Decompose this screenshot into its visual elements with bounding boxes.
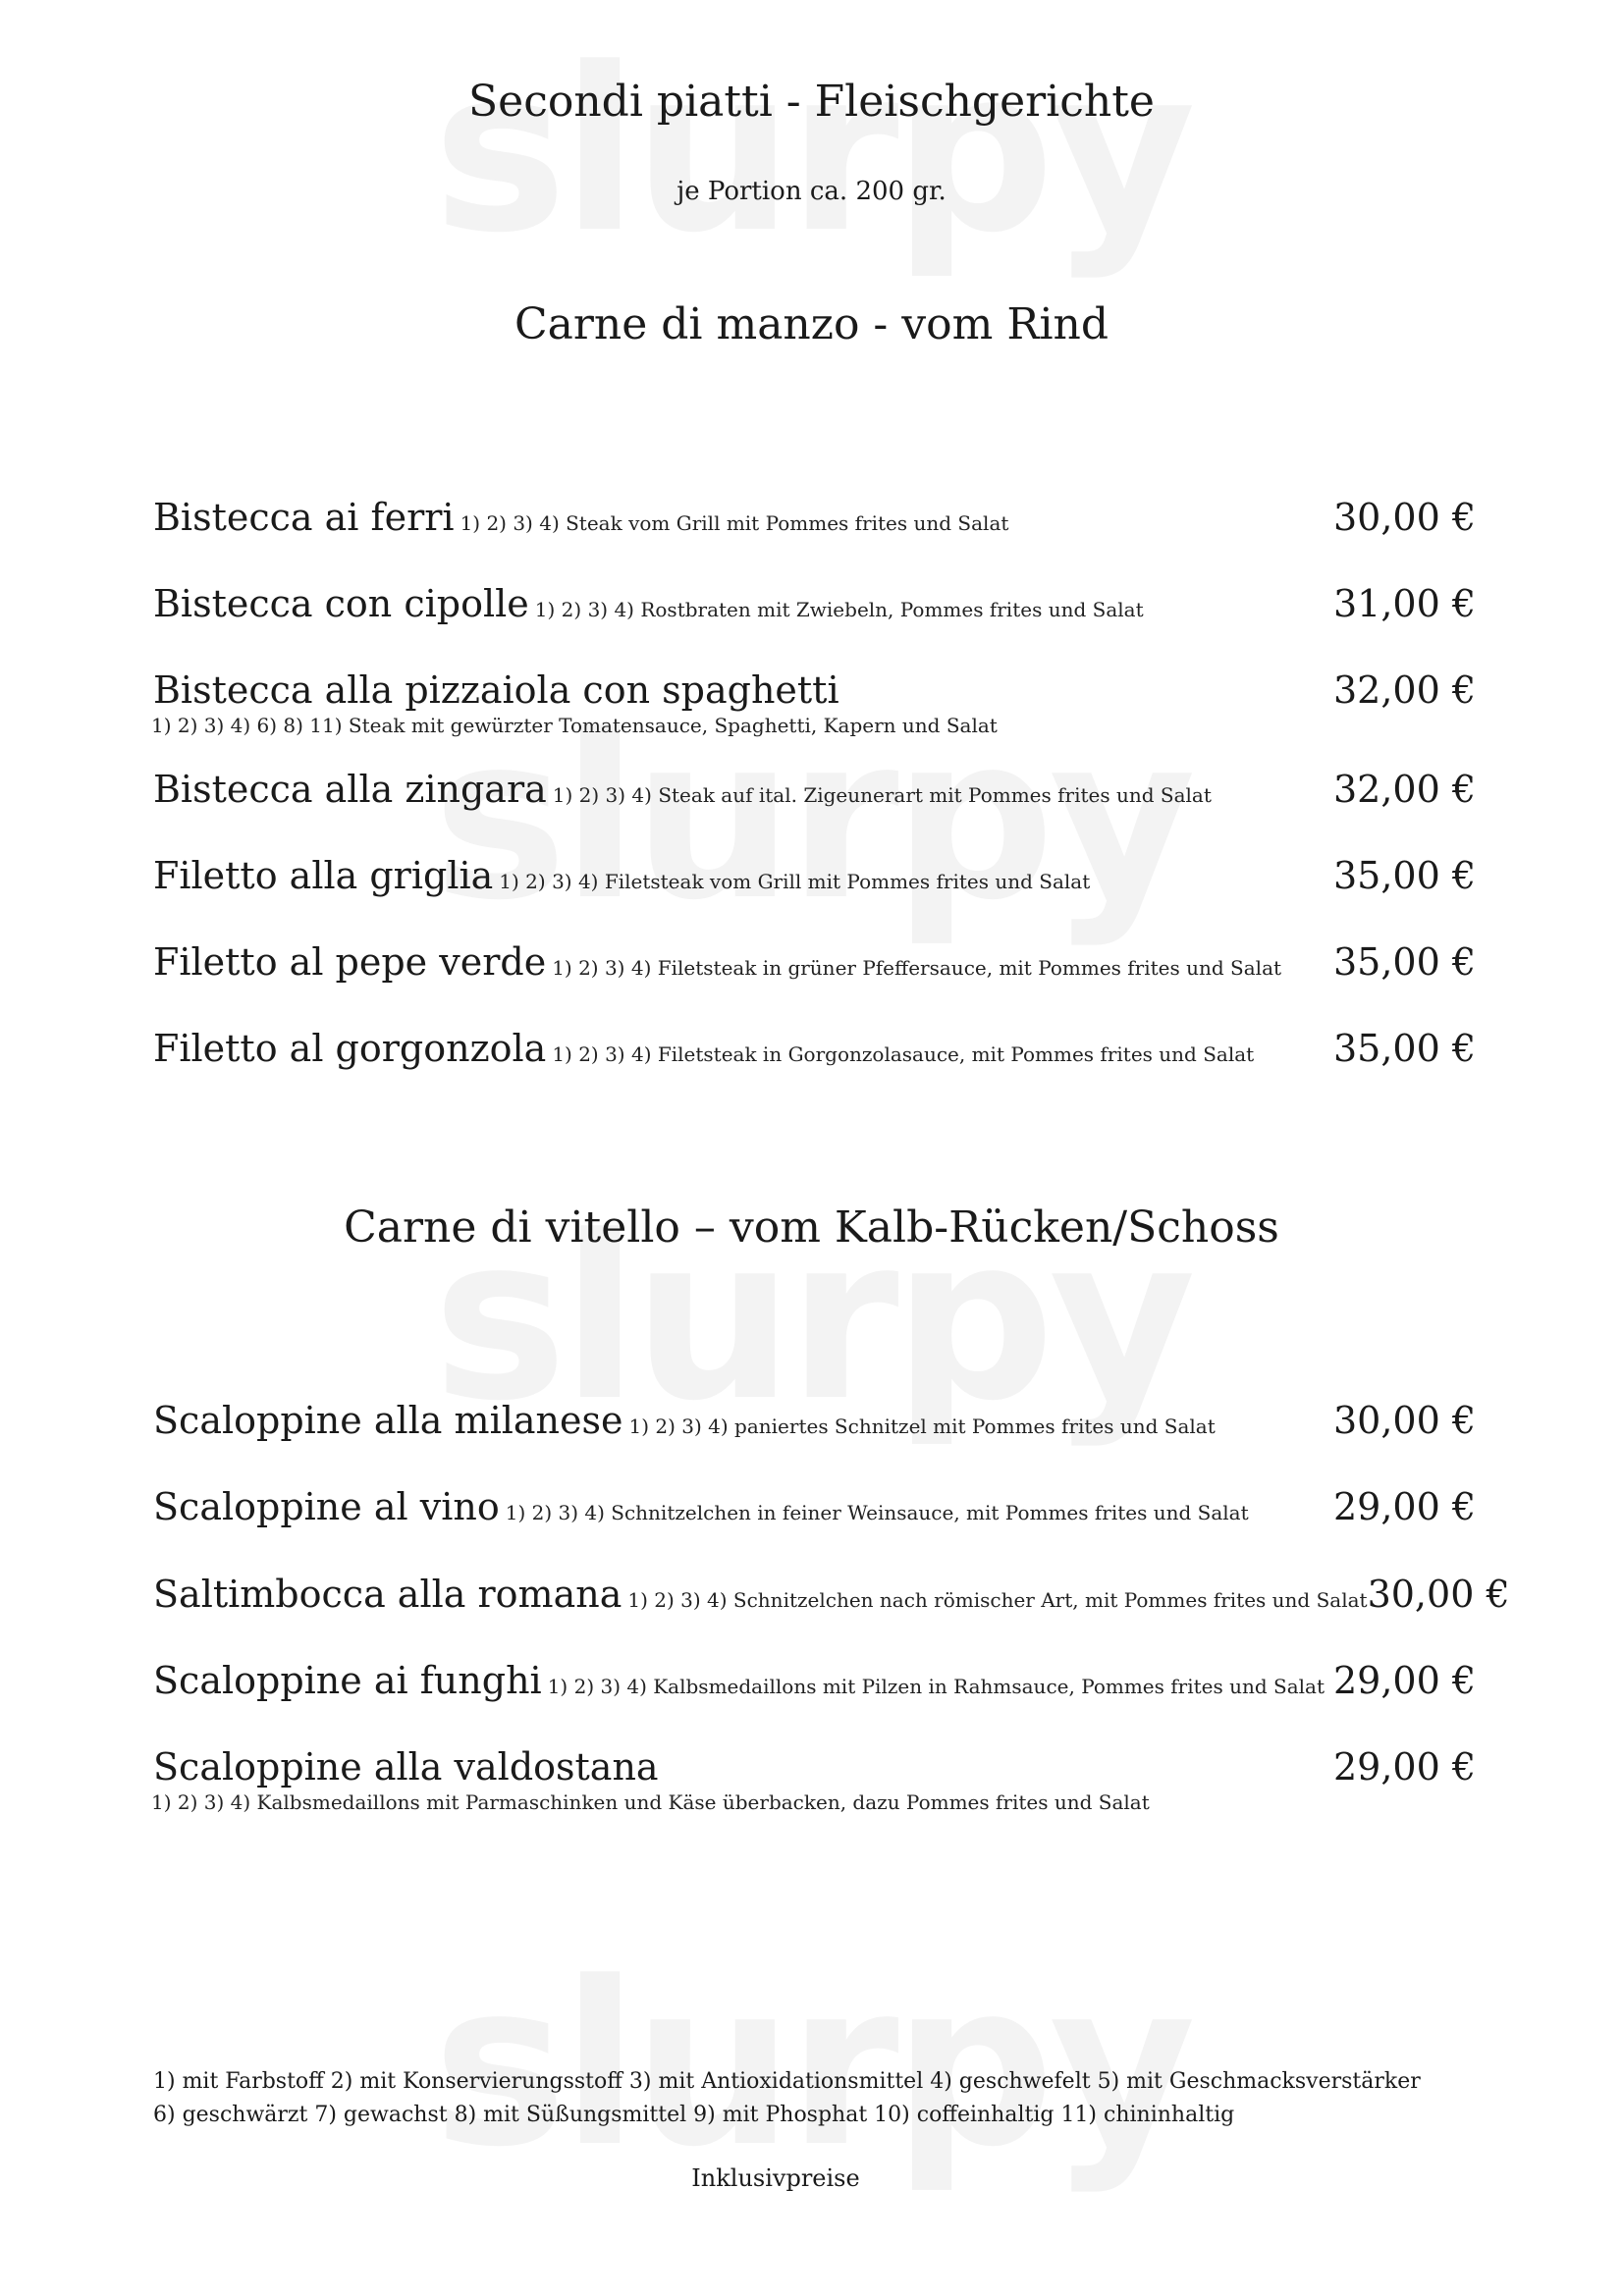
dish-name: Bistecca alla zingara	[153, 768, 547, 811]
dish-description: 1) 2) 3) 4) Kalbsmedaillons mit Parmaschinken und Käse überbacken, dazu Pommes frites und Salat	[151, 1790, 1150, 1814]
dish-name: Bistecca ai ferri	[153, 496, 455, 539]
dish-description: 1) 2) 3) 4) Schnitzelchen nach römischer Art, mit Pommes frites und Salat	[627, 1588, 1368, 1612]
dish-price: 31,00 €	[1333, 582, 1477, 625]
watermark-logo	[0, 707, 1623, 933]
dish-name: Filetto al pepe verde	[153, 940, 547, 984]
inclusive-prices-note: Inklusivpreise	[691, 2164, 860, 2192]
section-title-beef: Carne di manzo - vom Rind	[514, 299, 1109, 349]
menu-item	[153, 496, 1481, 539]
dish-price: 35,00 €	[1333, 854, 1477, 897]
dish-price: 30,00 €	[1333, 1399, 1477, 1442]
watermark-logo	[0, 1953, 1623, 2179]
section-title-veal: Carne di vitello – vom Kalb-Rücken/Schoss	[344, 1202, 1279, 1253]
dish-description: 1) 2) 3) 4) Steak auf ital. Zigeunerart mit Pommes frites und Salat	[552, 783, 1212, 807]
dish-price: 35,00 €	[1333, 1027, 1477, 1070]
menu-item	[153, 1745, 1481, 1814]
dish-price: 32,00 €	[1333, 668, 1477, 712]
dish-price: 32,00 €	[1333, 768, 1477, 811]
dish-price: 29,00 €	[1333, 1745, 1477, 1789]
menu-item	[153, 1659, 1481, 1702]
menu-item	[153, 854, 1481, 897]
menu-item	[153, 1573, 1510, 1616]
dish-name: Scaloppine al vino	[153, 1485, 500, 1528]
dish-price: 29,00 €	[1333, 1659, 1477, 1702]
dish-description: 1) 2) 3) 4) paniertes Schnitzel mit Pommes frites und Salat	[628, 1415, 1216, 1438]
dish-description: 1) 2) 3) 4) 6) 8) 11) Steak mit gewürzter Tomatensauce, Spaghetti, Kapern und Salat	[151, 714, 998, 737]
dish-price: 30,00 €	[1367, 1573, 1510, 1616]
dish-description: 1) 2) 3) 4) Filetsteak in Gorgonzolasauce, mit Pommes frites und Salat	[552, 1042, 1255, 1066]
dish-name: Scaloppine ai funghi	[153, 1659, 542, 1702]
allergen-footnote-line-1: 1) mit Farbstoff 2) mit Konservierungsstoff 3) mit Antioxidationsmittel 4) geschwefelt 5) mit Geschmacksverstärker	[153, 2069, 1421, 2094]
watermark-logo	[0, 39, 1623, 265]
dish-name: Filetto alla griglia	[153, 854, 494, 897]
dish-name: Scaloppine alla milanese	[153, 1399, 623, 1442]
dish-description: 1) 2) 3) 4) Filetsteak in grüner Pfeffersauce, mit Pommes frites und Salat	[552, 956, 1282, 980]
page-title: Secondi piatti - Fleischgerichte	[468, 77, 1155, 127]
dish-price: 29,00 €	[1333, 1485, 1477, 1528]
dish-name: Scaloppine alla valdostana	[153, 1745, 659, 1789]
menu-item	[153, 768, 1481, 811]
dish-name: Saltimbocca alla romana	[153, 1573, 622, 1616]
menu-item	[153, 582, 1481, 625]
allergen-footnote-line-2: 6) geschwärzt 7) gewachst 8) mit Süßungsmittel 9) mit Phosphat 10) coffeinhaltig 11) chininhaltig	[153, 2103, 1235, 2127]
page-subtitle: je Portion ca. 200 gr.	[676, 177, 947, 206]
menu-item	[153, 940, 1481, 984]
dish-name: Filetto al gorgonzola	[153, 1027, 547, 1070]
dish-description: 1) 2) 3) 4) Rostbraten mit Zwiebeln, Pommes frites und Salat	[534, 598, 1144, 621]
dish-description: 1) 2) 3) 4) Schnitzelchen in feiner Weinsauce, mit Pommes frites und Salat	[505, 1501, 1249, 1524]
menu-item	[153, 668, 1481, 737]
dish-price: 30,00 €	[1333, 496, 1477, 539]
dish-description: 1) 2) 3) 4) Filetsteak vom Grill mit Pommes frites und Salat	[499, 870, 1091, 893]
menu-item	[153, 1485, 1481, 1528]
menu-item	[153, 1027, 1481, 1070]
dish-description: 1) 2) 3) 4) Kalbsmedaillons mit Pilzen in Rahmsauce, Pommes frites und Salat	[547, 1675, 1325, 1698]
menu-item	[153, 1399, 1481, 1442]
dish-description: 1) 2) 3) 4) Steak vom Grill mit Pommes frites und Salat	[460, 511, 1009, 535]
dish-name: Bistecca con cipolle	[153, 582, 529, 625]
dish-price: 35,00 €	[1333, 940, 1477, 984]
dish-name: Bistecca alla pizzaiola con spaghetti	[153, 668, 839, 712]
